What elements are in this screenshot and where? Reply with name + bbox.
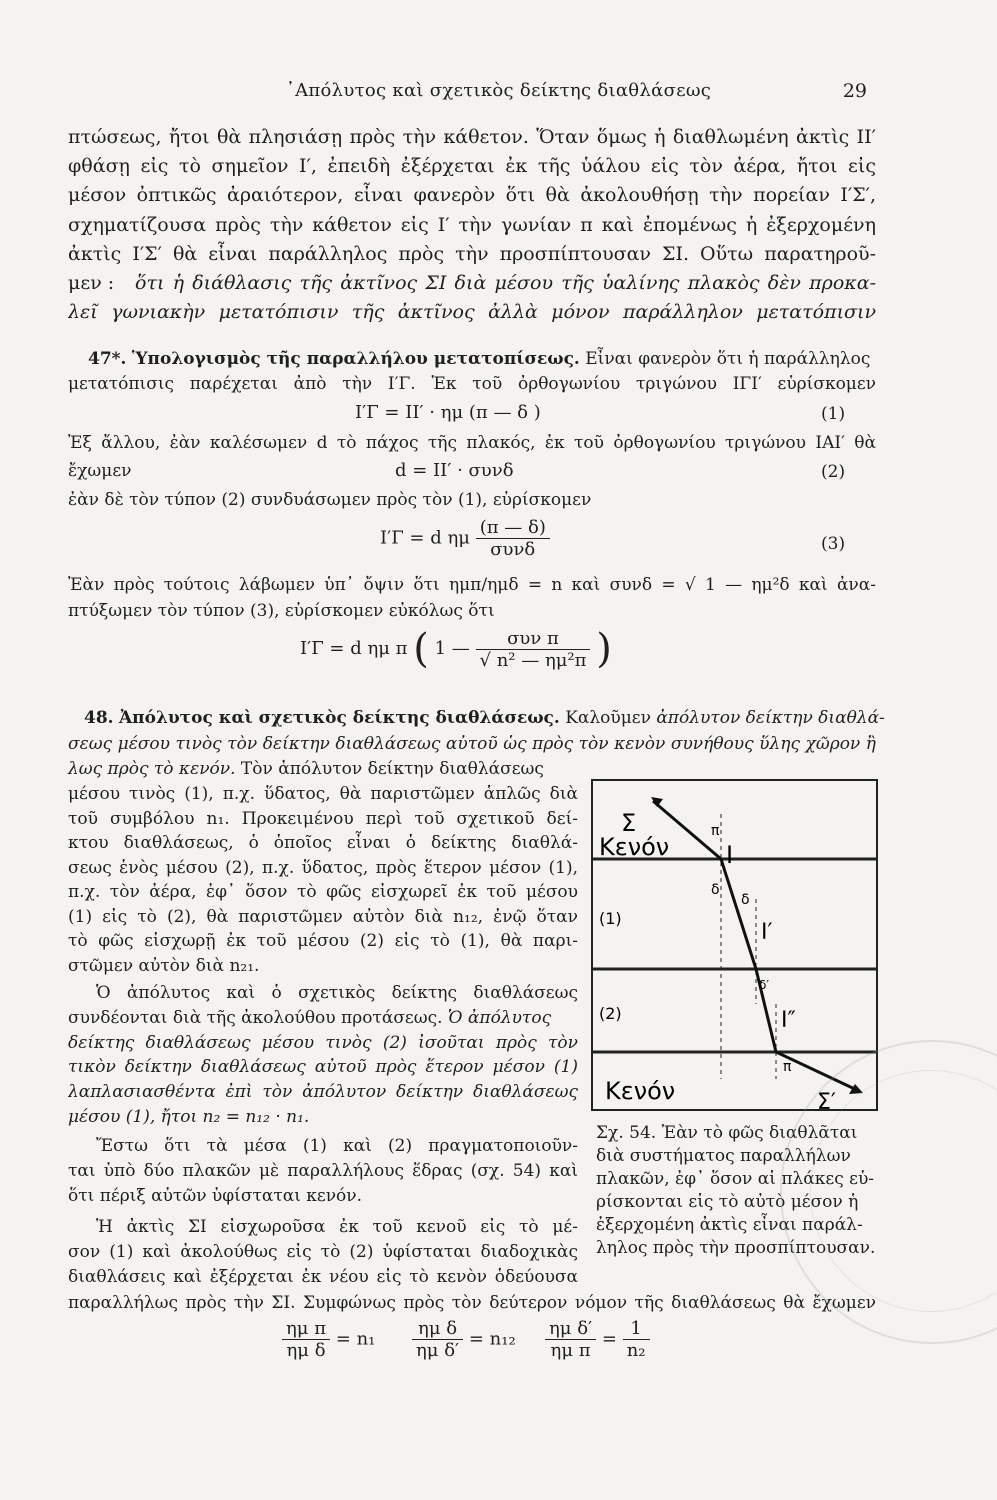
fraction [476, 517, 550, 560]
section-number: 48. [84, 708, 114, 728]
page-number: 29 [842, 80, 867, 102]
text-line: μετατόπισις παρέχεται ἀπὸ τὴν Ι′Γ. Ἐκ τοῦ ὀρθογωνίου τριγώνου ΙΓΙ′ εὑρίσκομεν [68, 374, 876, 394]
fraction [476, 628, 591, 671]
text-line: πτώσεως, ἤτοι θὰ πλησιάσῃ πρὸς τὴν κάθετον. Ὅταν ὅμως ἡ διαθλωμένη ἀκτὶς ΙΙ′ [68, 126, 876, 148]
equation-number: (2) [821, 462, 846, 482]
label-pi: π [783, 1059, 792, 1075]
text-line: Ἐξ ἄλλου, ἐὰν καλέσωμεν d τὸ πάχος τῆς πλακός, ἐκ τοῦ ὀρθογωνίου τριγώνου ΙΑΙ′ θὰ [68, 433, 876, 453]
numerator: ημ δ [412, 1318, 463, 1340]
label-delta-prime: δ′ [759, 978, 770, 992]
equation-3 [380, 517, 550, 560]
equation-lhs: Ι′Γ = d ημ [380, 527, 470, 549]
text-line: παραλλήλως πρὸς τὴν ΣΙ. Συμφώνως πρὸς τὸν δεύτερον νόμον τῆς διαθλάσεως θὰ ἔχωμεν [68, 1293, 876, 1313]
denominator: n₂ [626, 1340, 646, 1361]
italic-line: τικὸν δείκτην διαθλάσεως αὐτοῦ πρὸς ἕτερον μέσον (1) [68, 1057, 578, 1077]
running-title: ᾿Απόλυτος καὶ σχετικὸς δείκτης διαθλάσεως [285, 80, 712, 101]
label-medium-2: (2) [599, 1004, 622, 1023]
equation-rhs: = n₁₂ [468, 1328, 516, 1350]
text-line: στῶμεν αὐτὸν διὰ n₂₁. [68, 956, 260, 976]
text-line: ται ὑπὸ δύο πλακῶν μὲ παραλλήλους ἕδρας (σχ. 54) καὶ [68, 1161, 578, 1181]
caption-line: διὰ συστήματος παραλλήλων [596, 1146, 851, 1166]
numerator: (π — δ) [476, 517, 550, 539]
light-ray [653, 801, 859, 1091]
figure-54-diagram [591, 779, 878, 1111]
caption-line: ρίσκονται εἰς τὸ αὐτὸ μέσον ἡ [596, 1192, 859, 1212]
caption-line: ληλος πρὸς τὴν προσπίπτουσαν. [596, 1238, 876, 1258]
text-line: Ἡ ἀκτὶς ΣΙ εἰσχωροῦσα ἐκ τοῦ κενοῦ εἰς τὸ μέ- [96, 1217, 578, 1237]
denominator: ημ δ [286, 1340, 326, 1361]
plain-span: Τὸν ἀπόλυτον δείκτην διαθλάσεως [240, 759, 544, 779]
section-text-italic: ἀπόλυτον δείκτην διαθλά- [656, 708, 885, 728]
final-equation-3: $\frac{\text{ημ δ′}}{\text{ημ π}}$ = $\frac{1}{\text{n₂}}$ [545, 1318, 650, 1361]
section-48-heading [84, 705, 885, 731]
text-line: Ὁ ἀπόλυτος καὶ ὁ σχετικὸς δείκτης διαθλάσεως [96, 983, 578, 1003]
text-line: ὅτι πέριξ αὐτῶν ὑφίσταται κενόν. [68, 1186, 363, 1206]
label-sigma-prime: Σ′ [817, 1090, 836, 1111]
text-line [68, 1005, 551, 1031]
numerator: ημ π [282, 1318, 330, 1340]
text-line: σχηματίζουσα πρὸς τὴν κάθετον εἰς Ι′ τὴν γωνίαν π καὶ ἐπομένως ἡ ἐξερχομένη [68, 214, 876, 236]
numerator: 1 [623, 1318, 650, 1340]
text-line: μεν : [68, 272, 115, 294]
italic-line: σεως μέσου τινὸς τὸν δείκτην διαθλάσεως αὐτοῦ ὡς πρὸς τὸν κενὸν συνήθους ὕλης χῶρον ἢ [68, 734, 876, 754]
section-text: Εἶναι φανερὸν ὅτι ἡ παράλληλος [585, 349, 871, 369]
italic-span: Ὁ ἀπόλυτος [447, 1008, 552, 1028]
equation-1: Ι′Γ = ΙΙ′ · ημ (π — δ ) [355, 402, 541, 423]
numerator: ημ δ′ [545, 1318, 596, 1340]
italic-line: λεῖ γωνιακὴν μετατόπισιν τῆς ἀκτῖνος ἀλλὰ μόνον παράλληλον μετατόπισιν [68, 301, 876, 323]
running-header [0, 80, 997, 106]
denominator: ημ π [550, 1340, 591, 1361]
equation-number: (1) [821, 404, 846, 424]
equation-4: Ι′Γ = d ημ π ( 1 — $\frac{\text{συν π}}{\text{√ n² — ημ²π}}$ ) [300, 626, 612, 672]
text-line: πτύξωμεν τὸν τύπον (3), εὑρίσκομεν εὐκόλως ὅτι [68, 601, 495, 621]
numerator: συν π [476, 628, 591, 650]
section-text: Καλοῦμεν [565, 708, 651, 728]
label-kenon-bottom: Κενόν [605, 1077, 676, 1105]
italic-line: ὅτι ἡ διάθλασις τῆς ἀκτῖνος ΣΙ διὰ μέσου τῆς ὑαλίνης πλακὸς δὲν προκα- [135, 272, 876, 294]
label-sigma: Σ [621, 809, 637, 837]
text-line: σον (1) καὶ ἀκολούθως εἰς τὸ (2) ὑφίσταται διαδοχικὰς [68, 1242, 578, 1262]
italic-line: μέσου (1), ἤτοι n₂ = n₁₂ · n₁. [68, 1107, 310, 1127]
equation-lhs: Ι′Γ = d ημ π [300, 638, 408, 659]
section-number: 47*. [88, 349, 127, 369]
text-line: ἔχωμεν [68, 461, 132, 481]
italic-line: δείκτης διαθλάσεως μέσου τινὸς (2) ἰσοῦται πρὸς τὸν [68, 1033, 578, 1053]
section-title: Ὑπολογισμὸς τῆς παραλλήλου μετατοπίσεως. [131, 349, 580, 369]
text-line: Ἐὰν πρὸς τούτοις λάβωμεν ὑπ᾿ ὄψιν ὅτι ημπ/ημδ = n καὶ συνδ = √ 1 — ημ²δ καὶ ἀνα- [68, 575, 876, 595]
equation-rhs: = n₁ [335, 1328, 376, 1350]
text-line: Ἔστω ὅτι τὰ μέσα (1) καὶ (2) πραγματοποιοῦν- [96, 1136, 578, 1156]
section-title: Ἀπόλυτος καὶ σχετικὸς δείκτης διαθλάσεως. [118, 708, 560, 728]
text-line: σεως ἑνὸς μέσου (2), π.χ. ὕδατος, πρὸς ἕτερον μέσον (1), [68, 858, 578, 878]
denominator: √ n² — ημ²π [479, 649, 587, 671]
section-47-heading [88, 346, 870, 372]
caption-line: Σχ. 54. Ἐὰν τὸ φῶς διαθλᾶται [596, 1123, 858, 1143]
text-line: (1) εἰς τὸ (2), θὰ παριστῶμεν αὐτὸν διὰ n₁₂, ἐνῷ ὅταν [68, 907, 578, 927]
label-delta: δ [741, 892, 750, 908]
label-I: Ι [726, 841, 734, 869]
text-line: ἀκτὶς Ι′Σ′ θὰ εἶναι παράλληλος πρὸς τὴν προσπίπτουσαν ΣΙ. Οὕτω παρατηροῦ- [68, 243, 876, 265]
equation-2: d = ΙΙ′ · συνδ [395, 460, 514, 481]
text-line [68, 756, 544, 782]
text-line: μέσου τινὸς (1), π.χ. ὕδατος, θὰ παριστῶμεν ἁπλῶς διὰ [68, 784, 578, 804]
text-line: τὸ φῶς εἰσχωρῇ ἐκ τοῦ μέσου (2) εἰς τὸ (1), θὰ παρι- [68, 931, 578, 951]
italic-span: λως πρὸς τὸ κενόν. [68, 759, 236, 779]
label-delta: δ [711, 882, 720, 898]
caption-line: ἐξερχομένη ἀκτὶς εἶναι παράλ- [596, 1215, 863, 1235]
caption-line: πλακῶν, ἐφ᾿ ὅσον αἱ πλάκες εὑ- [596, 1169, 875, 1189]
equation-number: (3) [821, 534, 846, 554]
text-line: ἐὰν δὲ τὸν τύπον (2) συνδυάσωμεν πρὸς τὸν (1), εὑρίσκομεν [68, 490, 592, 510]
denominator: ημ δ′ [416, 1340, 460, 1361]
text-line: π.χ. τὸν ἀέρα, ἐφ᾿ ὅσον τὸ φῶς εἰσχωρεῖ ἐκ τοῦ μέσου [68, 882, 578, 902]
text-line: διαθλάσεις καὶ ἐξέρχεται ἐκ νέου εἰς τὸ κενὸν ὁδεύουσα [68, 1267, 578, 1287]
final-equation-1 [282, 1318, 375, 1361]
text-line: κτου διαθλάσεως, ὁ ὁποῖος εἶναι ὁ δείκτης διαθλά- [68, 833, 578, 853]
italic-line: λαπλασιασθέντα ἐπὶ τὸν ἀπόλυτον δείκτην διαθλάσεως [68, 1082, 578, 1102]
plain-span: συνδέονται διὰ τῆς ἀκολούθου προτάσεως. [68, 1008, 443, 1028]
text-line: φθάσῃ εἰς τὸ σημεῖον Ι′, ἐπειδὴ ἐξέρχεται ἐκ τῆς ὑάλου εἰς τὸν ἀέρα, ἤτοι εἰς [68, 155, 876, 177]
text-line: τοῦ συμβόλου n₁. Προκειμένου περὶ τοῦ σχετικοῦ δεί- [68, 809, 578, 829]
label-pi: π [711, 823, 720, 839]
label-I-double-prime: Ι″ [781, 1008, 796, 1033]
final-equation-2 [412, 1318, 516, 1361]
label-kenon-top: Κενόν [599, 833, 670, 861]
text-line: μέσον ὀπτικῶς ἀραιότερον, εἶναι φανερὸν ὅτι θὰ ἀκολουθήσῃ τὴν πορείαν Ι′Σ′, [68, 184, 876, 206]
label-I-prime: Ι′ [761, 920, 773, 945]
label-medium-1: (1) [599, 909, 622, 928]
denominator: συνδ [490, 539, 536, 560]
